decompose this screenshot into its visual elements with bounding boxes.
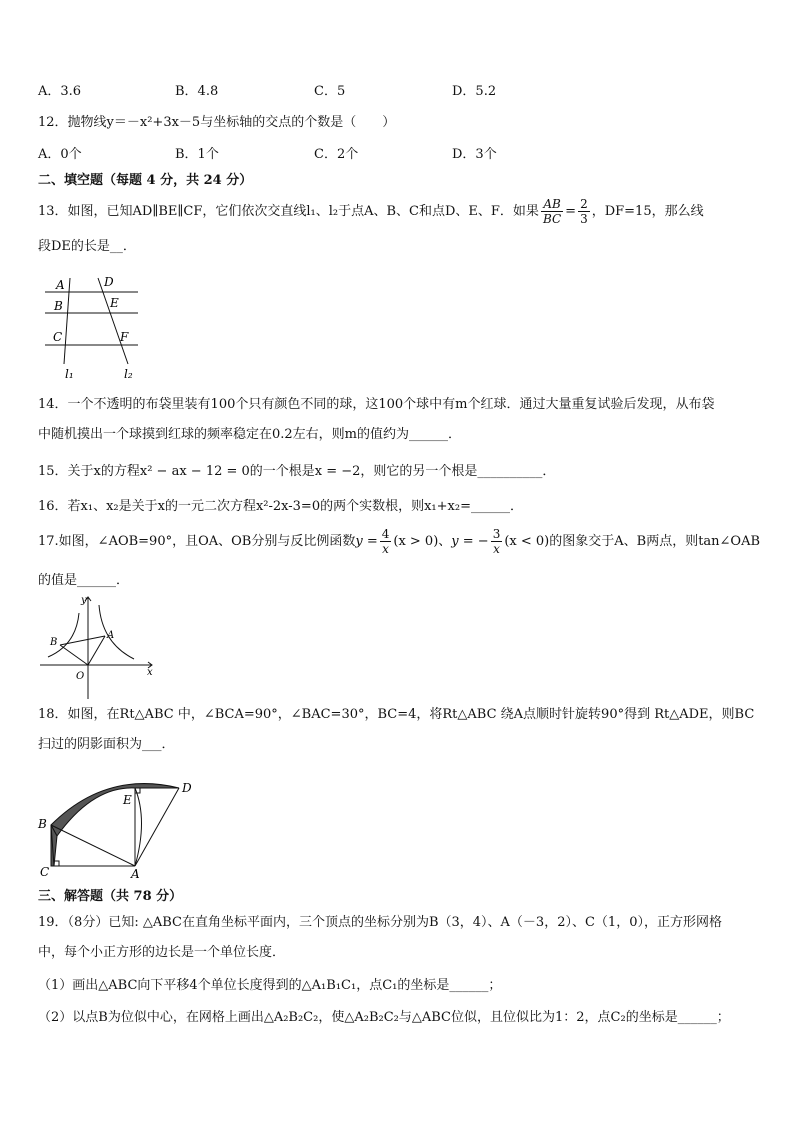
q11-option-c: C．5 (314, 84, 346, 99)
q17-text-a: 17.如图，∠AOB=90°，且OA、OB分别与反比例函数 (38, 534, 356, 549)
q16-text: 16．若x₁、x₂是关于x的一元二次方程x²-2x-3=0的两个实数根，则x₁+x₂=______． (38, 499, 523, 514)
segment-ba (51, 825, 135, 866)
q17-cond-1: (x > 0) (393, 534, 439, 549)
q17-text-b: 的图象交于A、B两点，则tan∠OAB (549, 534, 761, 549)
label-b: B (50, 637, 58, 648)
shaded-region (51, 784, 179, 836)
q14-line-2: 中随机摸出一个球摸到红球的频率稳定在0.2左右，则m的值约为______． (38, 427, 462, 442)
label-o: O (76, 671, 85, 682)
label-e: E (123, 793, 132, 807)
q14-line-1: 14．一个不透明的布袋里装有100个只有颜色不同的球，这100个球中有m个红球．通过大量重复试验后发现，从布袋 (38, 397, 715, 412)
label-y: y (81, 595, 87, 606)
label-a: A (107, 630, 115, 641)
q13-line-2: 段DE的长是__． (38, 239, 136, 254)
q19-part-2: （2）以点B为位似中心，在网格上画出△A₂B₂C₂，使△A₂B₂C₂与△ABC位似，且位似比为1：2，点C₂的坐标是______； (38, 1010, 730, 1025)
label-d: D (182, 781, 192, 795)
arc-inner (135, 788, 142, 866)
q13-figure (40, 272, 150, 384)
q17-figure (36, 593, 161, 703)
label-a: A (131, 867, 140, 881)
q18-line-1: 18．如图，在Rt△ABC 中，∠BCA=90°，∠BAC=30°，BC=4，将Rt△ABC 绕A点顺时针旋转90°得到 Rt△ADE，则BC (38, 707, 755, 722)
q17-fraction-3-x: $\frac{3}{x}$ (492, 527, 501, 556)
q19-line-2: 中，每个小正方形的边长是一个单位长度． (38, 945, 286, 960)
q17-line-2: 的值是______． (38, 573, 130, 588)
section-3-heading: 三、解答题（共 78 分） (38, 889, 183, 904)
q13-equals: = (565, 204, 577, 219)
q11-option-d: D．5.2 (452, 84, 497, 99)
q18-line-2: 扫过的阴影面积为___． (38, 737, 175, 752)
q19-line-1: 19．（8分）已知: △ABC在直角坐标平面内，三个顶点的坐标分别为B（3，4）、A（－3，2）、C（1，0），正方形网格 (38, 915, 722, 930)
segment-ab (60, 636, 105, 645)
q12-stem: 12．抛物线y＝－x²+3x－5与坐标轴的交点的个数是（ ） (38, 115, 396, 130)
label-a: A (56, 278, 65, 292)
curve-right (99, 605, 134, 659)
q13-text-a: 13．如图，已知AD∥BE∥CF，它们依次交直线l₁、l₂于点A、B、C和点D、E、F．如果 (38, 204, 539, 219)
label-b: B (38, 817, 47, 831)
label-e: E (110, 296, 119, 310)
q17-line-1 (38, 524, 760, 560)
q11-option-a: A．3.6 (38, 84, 82, 99)
label-c: C (53, 330, 63, 344)
label-f: F (120, 330, 129, 344)
q13-fraction-ab-bc: $\frac{AB}{BC}$ (542, 197, 562, 226)
label-l1: l₁ (65, 367, 74, 381)
q13-fraction-2-3: $\frac{2}{3}$ (580, 197, 588, 226)
q12-option-a: A．0个 (38, 147, 82, 162)
segment-ob (60, 645, 88, 665)
q12-option-d: D．3个 (452, 147, 497, 162)
section-2-heading: 二、填空题（每题 4 分，共 24 分） (38, 173, 253, 188)
q11-option-b: B．4.8 (175, 84, 219, 99)
q18-figure (36, 770, 206, 882)
label-c: C (40, 865, 50, 879)
q17-cond-2: (x < 0) (504, 534, 550, 549)
line-l1 (64, 278, 70, 364)
q15-text: 15．关于x的方程x² − ax − 12 = 0的一个根是x = −2，则它的另一个根是__________． (38, 464, 556, 479)
q17-y-eq-1: y = (355, 534, 378, 549)
segment-oa (88, 636, 105, 665)
q17-y-eq-2: y = − (451, 534, 489, 549)
label-l2: l₂ (124, 367, 133, 381)
label-b: B (54, 299, 63, 313)
label-d: D (104, 275, 114, 289)
q13-text-b: ，DF=15，那么线 (591, 204, 704, 219)
q12-option-b: B．1个 (175, 147, 219, 162)
q19-part-1: （1）画出△ABC向下平移4个单位长度得到的△A₁B₁C₁，点C₁的坐标是______； (38, 978, 502, 993)
q17-fraction-4-x: $\frac{4}{x}$ (381, 527, 390, 556)
q13-line-1 (38, 196, 704, 228)
label-x: x (147, 667, 153, 678)
curve-left (48, 613, 79, 657)
q12-option-c: C．2个 (314, 147, 359, 162)
line-l2 (98, 278, 128, 364)
q17-sep: 、 (438, 534, 452, 549)
